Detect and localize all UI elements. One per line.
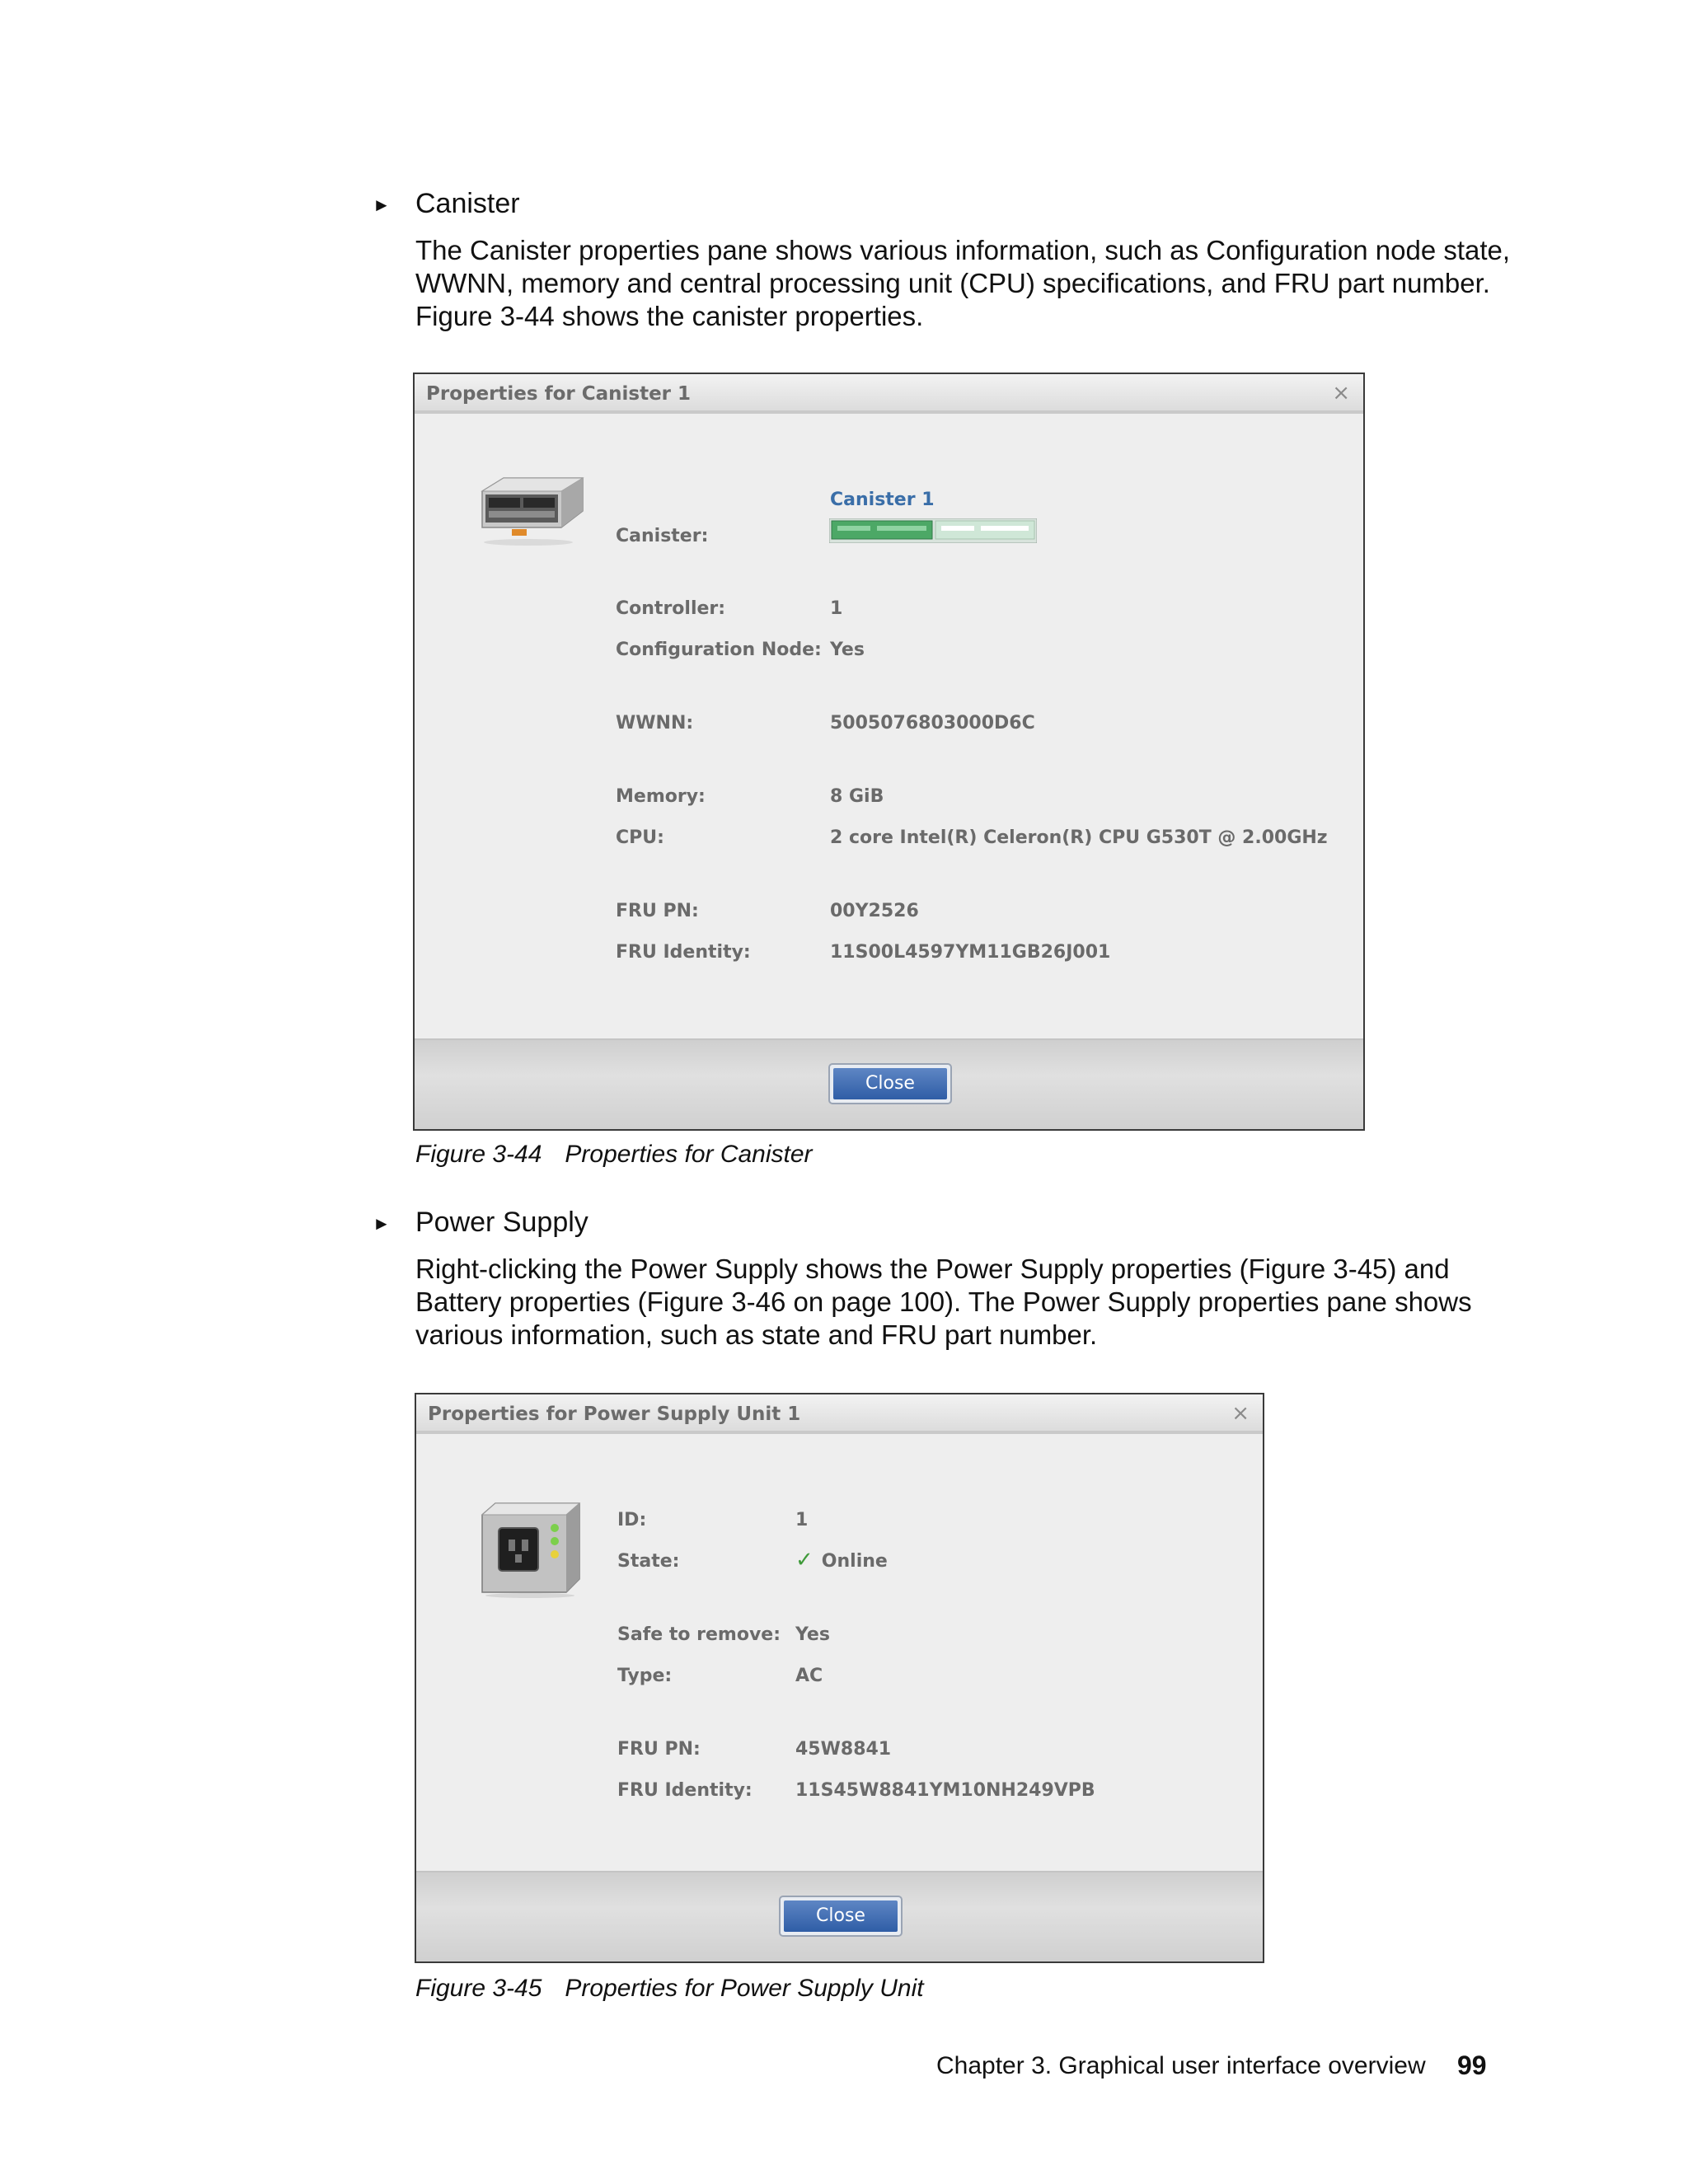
figure-title: Properties for Canister xyxy=(565,1141,813,1168)
fru-pn-label: FRU PN: xyxy=(617,1739,701,1760)
controller-label: Controller: xyxy=(616,598,726,619)
close-icon[interactable]: × xyxy=(1332,381,1350,405)
cpu-value: 2 core Intel(R) Celeron(R) CPU G530T @ 2.00GHz xyxy=(830,827,1328,848)
figure-number: Figure 3-45 xyxy=(415,1975,542,2002)
figure-caption-canister xyxy=(415,1141,813,1169)
close-button[interactable] xyxy=(779,1896,903,1937)
page-number: 99 xyxy=(1457,2050,1487,2080)
fru-identity-label: FRU Identity: xyxy=(617,1780,753,1801)
canister-description: The Canister properties pane shows various information, such as Configuration node state, WWNN, memory and central processing unit (CPU) specifications, and FRU part number. Figure 3-44 shows the canister properties. xyxy=(415,235,1511,331)
fru-pn-value: 00Y2526 xyxy=(830,901,919,921)
fru-pn-value: 45W8841 xyxy=(795,1739,892,1760)
bullet-marker: ► xyxy=(373,1213,391,1234)
canister-hardware-icon xyxy=(479,473,586,547)
section-heading-canister: Canister xyxy=(415,188,520,219)
power-supply-properties-dialog xyxy=(415,1393,1264,1963)
figure-number: Figure 3-44 xyxy=(415,1141,542,1168)
close-button[interactable] xyxy=(828,1063,952,1104)
fru-identity-label: FRU Identity: xyxy=(616,942,751,963)
configuration-node-value: Yes xyxy=(830,640,865,660)
configuration-node-label: Configuration Node: xyxy=(616,640,822,660)
safe-to-remove-value: Yes xyxy=(795,1624,830,1645)
figure-caption-power-supply xyxy=(415,1975,924,2003)
fru-pn-label: FRU PN: xyxy=(616,901,699,921)
wwnn-label: WWNN: xyxy=(616,713,694,733)
fru-identity-value: 11S00L4597YM11GB26J001 xyxy=(830,942,1111,963)
state-value: Online xyxy=(821,1551,888,1572)
close-button-label: Close xyxy=(833,1068,947,1099)
chapter-footer: Chapter 3. Graphical user interface overview xyxy=(936,2052,1426,2079)
canister-properties-dialog xyxy=(413,373,1365,1131)
id-label: ID: xyxy=(617,1510,647,1530)
power-supply-description: Right-clicking the Power Supply shows the Power Supply properties (Figure 3-45) and Battery properties (Figure 3-46 on page 100). The Power Supply properties pane shows various information, such as state and FRU part number. xyxy=(415,1254,1472,1350)
check-icon: ✓ xyxy=(795,1548,814,1572)
type-value: AC xyxy=(795,1666,823,1686)
close-icon[interactable]: × xyxy=(1231,1401,1250,1426)
controller-value: 1 xyxy=(830,598,843,619)
dialog-title: Properties for Power Supply Unit 1 xyxy=(416,1394,1263,1434)
state-label: State: xyxy=(617,1551,680,1572)
state-value-group xyxy=(795,1548,888,1572)
cpu-label: CPU: xyxy=(616,827,664,848)
wwnn-value: 5005076803000D6C xyxy=(830,713,1035,733)
memory-label: Memory: xyxy=(616,786,706,807)
bullet-marker: ► xyxy=(373,194,391,215)
safe-to-remove-label: Safe to remove: xyxy=(617,1624,781,1645)
close-button-label: Close xyxy=(784,1900,898,1932)
dialog-title: Properties for Canister 1 xyxy=(415,374,1363,414)
section-heading-power-supply: Power Supply xyxy=(415,1207,588,1238)
canister-link[interactable]: Canister 1 xyxy=(830,490,935,510)
power-supply-icon xyxy=(479,1500,583,1599)
fru-identity-value: 11S45W8841YM10NH249VPB xyxy=(795,1780,1095,1801)
figure-title: Properties for Power Supply Unit xyxy=(565,1975,924,2002)
memory-value: 8 GiB xyxy=(830,786,884,807)
canister-graphic xyxy=(829,518,1037,543)
id-value: 1 xyxy=(795,1510,809,1530)
type-label: Type: xyxy=(617,1666,673,1686)
canister-label: Canister: xyxy=(616,526,709,546)
